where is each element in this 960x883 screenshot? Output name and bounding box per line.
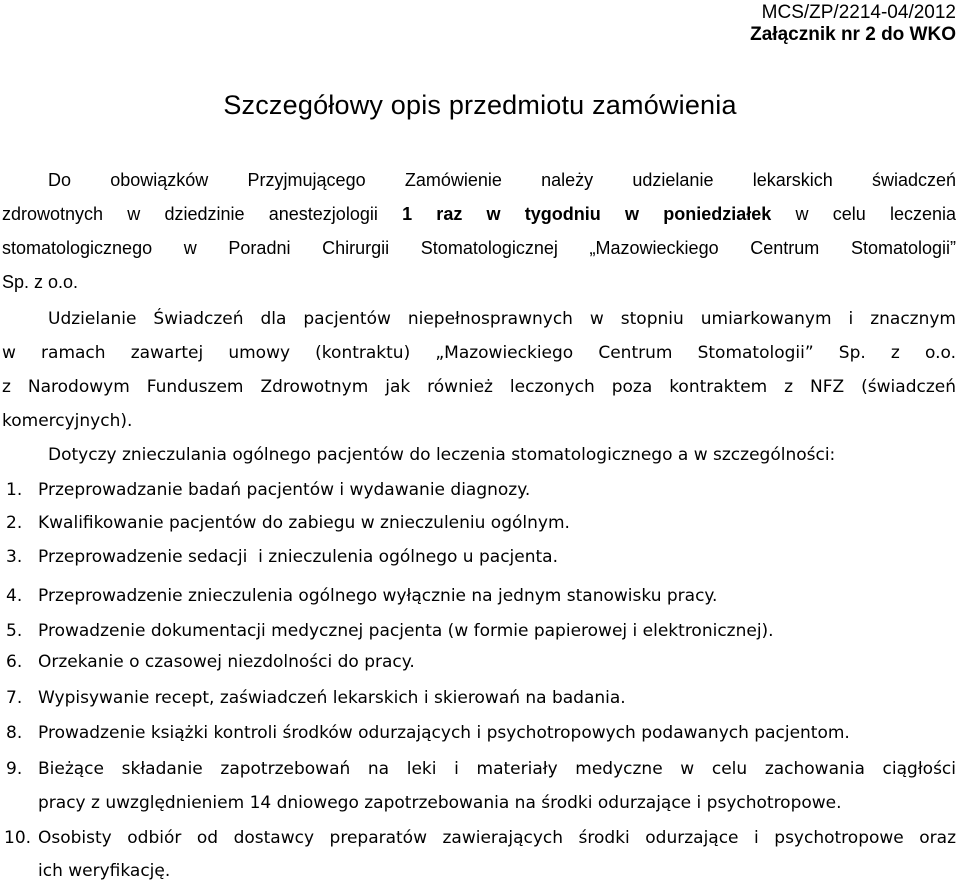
intro-text: w celu leczenia <box>795 204 956 224</box>
list-item-number: 3. <box>6 547 23 567</box>
intro-line-3: stomatologicznego w Poradni Chirurgii Stomatologicznej „Mazowieckiego Centrum Stomatologii” <box>2 238 956 258</box>
list-item: Przeprowadzanie badań pacjentów i wydawanie diagnozy. <box>38 480 531 500</box>
page-title: Szczegółowy opis przedmiotu zamówienia <box>223 90 737 120</box>
intro-line-4: Sp. z o.o. <box>2 272 79 292</box>
document-reference: MCS/ZP/2214-04/2012 <box>761 2 956 23</box>
list-item-number: 5. <box>6 621 23 641</box>
scope-line-2: w ramach zawartej umowy (kontraktu) „Mazowieckiego Centrum Stomatologii” Sp. z o.o. <box>2 343 956 363</box>
concerns-line: Dotyczy znieczulania ogólnego pacjentów do leczenia stomatologicznego a w szczególności: <box>48 445 836 465</box>
scope-line-4: komercyjnych). <box>2 411 133 431</box>
intro-text: zdrowotnych w dziedzinie anestezjologii <box>2 204 378 224</box>
attachment-label: Załącznik nr 2 do WKO <box>750 24 956 45</box>
list-item: Przeprowadzenie sedacji i znieczulenia ogólnego u pacjenta. <box>38 547 558 567</box>
list-item: Przeprowadzenie znieczulenia ogólnego wyłącznie na jednym stanowisku pracy. <box>38 586 718 606</box>
list-item-continuation: pracy z uwzględnieniem 14 dniowego zapotrzebowania na środki odurzające i psychotropowe. <box>38 793 842 813</box>
list-item: Bieżące składanie zapotrzebowań na leki i materiały medyczne w celu zachowania ciągłości <box>38 759 956 779</box>
intro-line-1: Do obowiązków Przyjmującego Zamówienie należy udzielanie lekarskich świadczeń <box>48 170 956 190</box>
list-item-number: 7. <box>6 688 23 708</box>
scope-line-1: Udzielanie Świadczeń dla pacjentów niepełnosprawnych w stopniu umiarkowanym i znacznym <box>48 309 956 329</box>
list-item-number: 10. <box>4 828 32 848</box>
list-item: Osobisty odbiór od dostawcy preparatów zawierających środki odurzające i psychotropowe oraz <box>38 828 956 848</box>
list-item-number: 6. <box>6 652 23 672</box>
list-item: Orzekanie o czasowej niezdolności do pracy. <box>38 652 415 672</box>
list-item: Prowadzenie dokumentacji medycznej pacjenta (w formie papierowej i elektronicznej). <box>38 621 774 641</box>
list-item-number: 9. <box>6 759 23 779</box>
intro-line-2 <box>2 202 956 226</box>
list-item-continuation: ich weryfikację. <box>38 861 171 881</box>
list-item-number: 2. <box>6 513 23 533</box>
list-item: Kwalifikowanie pacjentów do zabiegu w znieczuleniu ogólnym. <box>38 513 570 533</box>
list-item-number: 4. <box>6 586 23 606</box>
scope-line-3: z Narodowym Funduszem Zdrowotnym jak również leczonych poza kontraktem z NFZ (świadczeń <box>2 377 956 397</box>
list-item: Wypisywanie recept, zaświadczeń lekarskich i skierowań na badania. <box>38 688 626 708</box>
list-item-number: 1. <box>6 480 23 500</box>
frequency-text: 1 raz w tygodniu <box>402 204 601 224</box>
list-item: Prowadzenie książki kontroli środków odurzających i psychotropowych podawanych pacjentom. <box>38 723 850 743</box>
list-item-number: 8. <box>6 723 23 743</box>
day-text: w poniedziałek <box>625 204 772 224</box>
